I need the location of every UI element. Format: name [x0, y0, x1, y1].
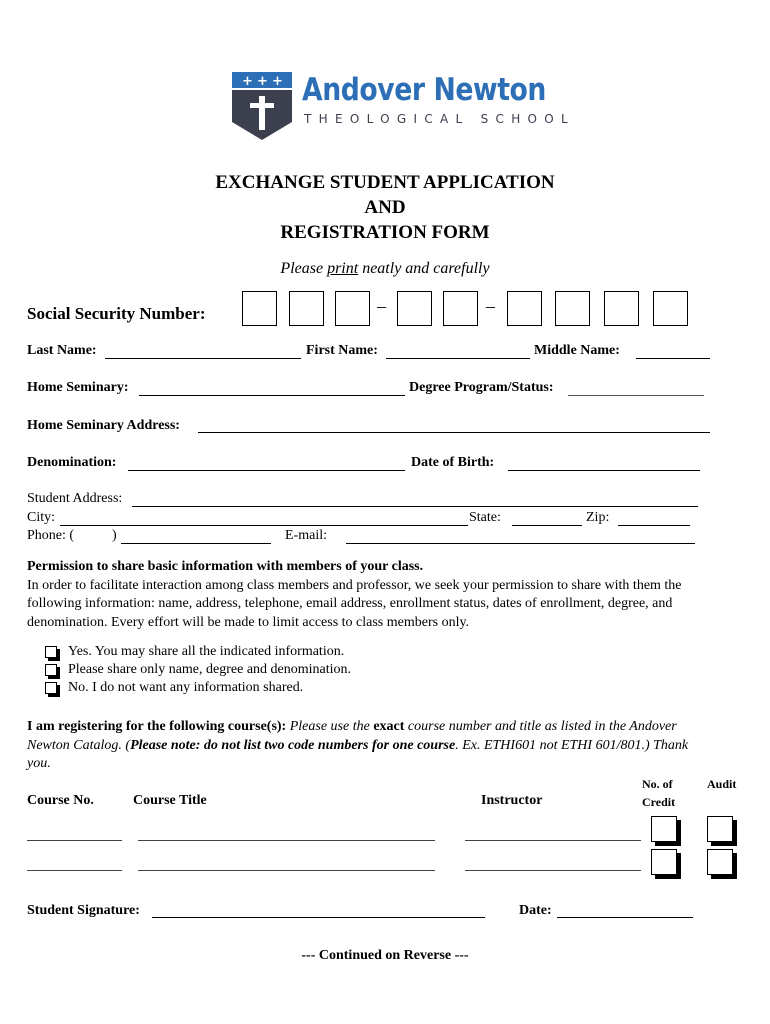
courses-intro-line-3: you. [27, 756, 51, 771]
signature-label: Student Signature: [27, 903, 140, 918]
logo-subtitle: THEOLOGICAL SCHOOL [304, 112, 576, 126]
course-no-field-1[interactable] [27, 840, 122, 841]
ssn-dash-1: – [377, 296, 386, 316]
date-of-birth-label: Date of Birth: [411, 455, 495, 470]
denomination-label: Denomination: [27, 455, 117, 470]
student-address-label: Student Address: [27, 491, 123, 506]
title-line-1: EXCHANGE STUDENT APPLICATION [215, 172, 555, 193]
permission-option-limited: Please share only name, degree and denomination. [68, 662, 352, 677]
permission-checkbox-yes[interactable] [45, 646, 57, 658]
courses-intro [27, 718, 747, 737]
date-label: Date: [519, 903, 552, 918]
svg-text:+: + [272, 74, 283, 89]
svg-text:+: + [242, 74, 253, 89]
logo [232, 72, 576, 142]
ssn-box-1[interactable] [242, 291, 277, 326]
instruction-after: neatly and carefully [358, 260, 490, 277]
phone-area-code-field[interactable] [82, 528, 110, 544]
home-seminary-address-field[interactable] [198, 432, 710, 433]
instruction [0, 260, 770, 278]
phone-field[interactable] [121, 543, 271, 544]
credit-checkbox-2[interactable] [651, 849, 677, 875]
instructor-field-1[interactable] [465, 840, 641, 841]
continued-footer: --- Continued on Reverse --- [301, 948, 469, 963]
date-of-birth-field[interactable] [508, 470, 700, 471]
permission-text-3: denomination. Every effort will be made to limit access to class members only. [27, 615, 470, 630]
zip-field[interactable] [618, 525, 690, 526]
permission-checkbox-limited[interactable] [45, 664, 57, 676]
col-credit-2: Credit [642, 795, 676, 809]
zip-label: Zip: [586, 510, 610, 525]
city-field[interactable] [60, 525, 468, 526]
courses-intro-italic-1: Please use the [286, 719, 374, 734]
courses-line2-italic: Newton Catalog. ( [27, 738, 131, 753]
ssn-box-9[interactable] [653, 291, 688, 326]
first-name-field[interactable] [386, 358, 530, 359]
audit-checkbox-2[interactable] [707, 849, 733, 875]
course-title-field-2[interactable] [138, 870, 435, 871]
state-label: State: [469, 510, 501, 525]
city-label: City: [27, 510, 56, 525]
instructor-field-2[interactable] [465, 870, 641, 871]
date-field[interactable] [557, 917, 693, 918]
ssn-box-5[interactable] [443, 291, 478, 326]
instruction-before: Please [280, 260, 328, 277]
denomination-field[interactable] [128, 470, 405, 471]
col-credit-1: No. of [642, 777, 673, 791]
phone-label: Phone: ( [27, 528, 75, 543]
title-line-3: REGISTRATION FORM [280, 222, 490, 243]
degree-program-field[interactable] [568, 395, 704, 396]
permission-option-yes: Yes. You may share all the indicated information. [68, 644, 345, 659]
degree-program-label: Degree Program/Status: [409, 380, 554, 395]
home-seminary-address-label: Home Seminary Address: [27, 418, 180, 433]
courses-intro-italic-2: course number and title as listed in the Andover [404, 719, 677, 734]
audit-checkbox-1[interactable] [707, 816, 733, 842]
permission-text-2: following information: name, address, telephone, email address, enrollment status, dates of enrollment, degree, and [27, 596, 673, 611]
middle-name-label: Middle Name: [534, 343, 620, 358]
ssn-dash-2: – [486, 296, 495, 316]
courses-intro-bold: I am registering for the following course(s): [27, 719, 287, 734]
permission-heading: Permission to share basic information with members of your class. [27, 559, 424, 574]
state-field[interactable] [512, 525, 582, 526]
col-course-no: Course No. [27, 793, 94, 808]
ssn-box-3[interactable] [335, 291, 370, 326]
course-title-field-1[interactable] [138, 840, 435, 841]
col-course-title: Course Title [133, 793, 207, 808]
courses-intro-line-2 [27, 737, 747, 756]
permission-option-no: No. I do not want any information shared. [68, 680, 304, 695]
permission-checkbox-no[interactable] [45, 682, 57, 694]
ssn-box-4[interactable] [397, 291, 432, 326]
logo-name: Andover Newton [302, 72, 546, 108]
courses-line2-bold: Please note: do not list two code numbers for one course [130, 738, 456, 753]
page-title [0, 170, 770, 245]
first-name-label: First Name: [306, 343, 378, 358]
svg-text:+: + [257, 74, 268, 89]
courses-line2-rest: . Ex. ETHI601 not ETHI 601/801.) Thank [455, 738, 689, 753]
courses-intro-exact: exact [373, 719, 405, 734]
title-line-2: AND [364, 197, 406, 218]
col-audit: Audit [707, 777, 737, 791]
ssn-box-8[interactable] [604, 291, 639, 326]
email-label: E-mail: [285, 528, 327, 543]
ssn-box-2[interactable] [289, 291, 324, 326]
permission-text-1: In order to facilitate interaction among class members and professor, we seek your permission to share with them the [27, 578, 682, 593]
email-field[interactable] [346, 543, 695, 544]
ssn-box-7[interactable] [555, 291, 590, 326]
shield-icon [232, 72, 294, 142]
phone-paren: ) [112, 528, 117, 543]
course-no-field-2[interactable] [27, 870, 122, 871]
signature-field[interactable] [152, 917, 485, 918]
student-address-field[interactable] [132, 506, 698, 507]
middle-name-field[interactable] [636, 358, 710, 359]
instruction-underlined: print [327, 260, 359, 277]
last-name-label: Last Name: [27, 343, 97, 358]
ssn-box-6[interactable] [507, 291, 542, 326]
last-name-field[interactable] [105, 358, 301, 359]
home-seminary-field[interactable] [139, 395, 405, 396]
credit-checkbox-1[interactable] [651, 816, 677, 842]
home-seminary-label: Home Seminary: [27, 380, 129, 395]
col-instructor: Instructor [481, 793, 543, 808]
ssn-label: Social Security Number: [27, 304, 206, 323]
